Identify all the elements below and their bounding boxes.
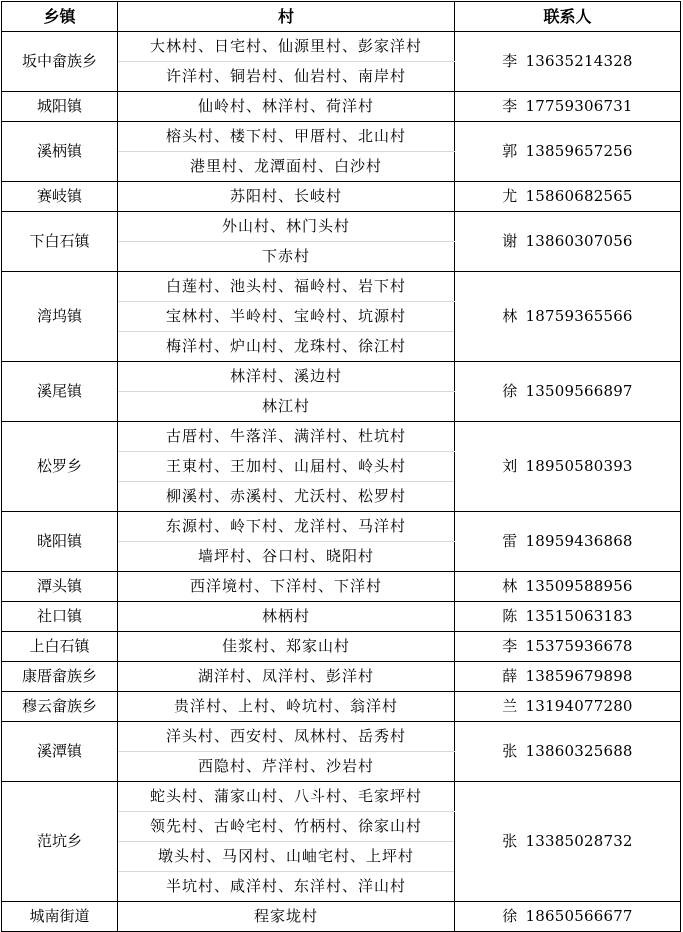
- contact-phone: 13635214328: [525, 52, 633, 70]
- contact-phone: 15375936678: [525, 637, 633, 655]
- town-cell: 上白石镇: [2, 632, 118, 662]
- village-cell: 蛇头村、蒲家山村、八斗村、毛家坪村: [118, 782, 455, 812]
- table-row: [2, 272, 681, 302]
- contact-phone: 18650566677: [525, 907, 633, 925]
- village-cell: 东源村、岭下村、龙洋村、马洋村: [118, 512, 455, 542]
- contact-cell: [455, 512, 681, 572]
- town-cell: 溪尾镇: [2, 362, 118, 422]
- contact-surname: 兰: [502, 697, 518, 715]
- contact-phone: 13509588956: [525, 577, 633, 595]
- contact-surname: 徐: [502, 907, 518, 925]
- village-cell: 林柄村: [118, 602, 455, 632]
- contact-surname: 雷: [502, 532, 518, 550]
- table-row: [2, 782, 681, 812]
- contact-cell: [455, 122, 681, 182]
- village-cell: 墙坪村、谷口村、晓阳村: [118, 542, 455, 572]
- village-cell: 仙岭村、林洋村、荷洋村: [118, 92, 455, 122]
- contact-surname: 徐: [502, 382, 518, 400]
- contact-phone: 13860325688: [525, 742, 633, 760]
- header-row: [2, 2, 681, 32]
- contact-cell: [455, 662, 681, 692]
- table-row: [2, 212, 681, 242]
- contact-phone: 17759306731: [525, 97, 633, 115]
- contact-cell: [455, 722, 681, 782]
- contact-phone: 13860307056: [525, 232, 633, 250]
- contact-surname: 张: [502, 742, 518, 760]
- village-cell: 苏阳村、长岐村: [118, 182, 455, 212]
- village-cell: 梅洋村、炉山村、龙珠村、徐江村: [118, 332, 455, 362]
- town-cell: 城南街道: [2, 902, 118, 932]
- contact-phone: 13385028732: [525, 832, 633, 850]
- contact-cell: [455, 362, 681, 422]
- table-row: [2, 902, 681, 932]
- village-cell: 柳溪村、赤溪村、尤沃村、松罗村: [118, 482, 455, 512]
- contact-phone: 13194077280: [525, 697, 633, 715]
- village-cell: 西洋境村、下洋村、下洋村: [118, 572, 455, 602]
- table-row: [2, 92, 681, 122]
- contact-surname: 陈: [502, 607, 518, 625]
- table-row: [2, 182, 681, 212]
- town-cell: 晓阳镇: [2, 512, 118, 572]
- header-village: 村: [118, 2, 455, 32]
- contact-cell: [455, 602, 681, 632]
- table-row: [2, 422, 681, 452]
- town-cell: 坂中畲族乡: [2, 32, 118, 92]
- contact-surname: 李: [502, 52, 518, 70]
- contact-table-container: [1, 1, 681, 932]
- town-cell: 城阳镇: [2, 92, 118, 122]
- contact-phone: 18950580393: [525, 457, 633, 475]
- village-cell: 大林村、日宅村、仙源里村、彭家洋村: [118, 32, 455, 62]
- contact-phone: 18759365566: [525, 307, 633, 325]
- village-cell: 许洋村、铜岩村、仙岩村、南岸村: [118, 62, 455, 92]
- contact-phone: 18959436868: [525, 532, 633, 550]
- table-row: [2, 692, 681, 722]
- table-body: [2, 32, 681, 932]
- table-row: [2, 602, 681, 632]
- contact-cell: [455, 182, 681, 212]
- contact-surname: 林: [502, 307, 518, 325]
- table-row: [2, 32, 681, 62]
- table-row: [2, 512, 681, 542]
- town-cell: 溪潭镇: [2, 722, 118, 782]
- table-row: [2, 662, 681, 692]
- town-cell: 下白石镇: [2, 212, 118, 272]
- village-cell: 榕头村、楼下村、甲厝村、北山村: [118, 122, 455, 152]
- contact-surname: 林: [502, 577, 518, 595]
- header-contact: 联系人: [455, 2, 681, 32]
- contact-cell: [455, 572, 681, 602]
- village-cell: 佳浆村、郑家山村: [118, 632, 455, 662]
- town-cell: 赛岐镇: [2, 182, 118, 212]
- village-cell: 西隐村、芹洋村、沙岩村: [118, 752, 455, 782]
- table-row: [2, 122, 681, 152]
- village-cell: 林洋村、溪边村: [118, 362, 455, 392]
- town-cell: 康厝畲族乡: [2, 662, 118, 692]
- contact-cell: [455, 782, 681, 902]
- contact-surname: 李: [502, 637, 518, 655]
- town-cell: 松罗乡: [2, 422, 118, 512]
- village-cell: 外山村、林门头村: [118, 212, 455, 242]
- contact-cell: [455, 212, 681, 272]
- township-contact-table: [1, 1, 681, 932]
- village-cell: 程家垅村: [118, 902, 455, 932]
- contact-phone: 15860682565: [525, 187, 633, 205]
- contact-phone: 13859657256: [525, 142, 633, 160]
- village-cell: 港里村、龙潭面村、白沙村: [118, 152, 455, 182]
- contact-phone: 13515063183: [525, 607, 633, 625]
- town-cell: 穆云畲族乡: [2, 692, 118, 722]
- contact-surname: 谢: [502, 232, 518, 250]
- village-cell: 下赤村: [118, 242, 455, 272]
- village-cell: 洋头村、西安村、凤林村、岳秀村: [118, 722, 455, 752]
- village-cell: 半坑村、咸洋村、东洋村、洋山村: [118, 872, 455, 902]
- contact-surname: 尤: [502, 187, 518, 205]
- village-cell: 宝林村、半岭村、宝岭村、坑源村: [118, 302, 455, 332]
- contact-surname: 郭: [502, 142, 518, 160]
- town-cell: 潭头镇: [2, 572, 118, 602]
- town-cell: 社口镇: [2, 602, 118, 632]
- contact-cell: [455, 32, 681, 92]
- contact-surname: 张: [502, 832, 518, 850]
- table-row: [2, 722, 681, 752]
- town-cell: 范坑乡: [2, 782, 118, 902]
- table-row: [2, 632, 681, 662]
- contact-cell: [455, 92, 681, 122]
- contact-surname: 李: [502, 97, 518, 115]
- village-cell: 墩头村、马冈村、山岫宅村、上坪村: [118, 842, 455, 872]
- contact-surname: 刘: [502, 457, 518, 475]
- table-row: [2, 572, 681, 602]
- town-cell: 溪柄镇: [2, 122, 118, 182]
- contact-cell: [455, 632, 681, 662]
- contact-surname: 薛: [502, 667, 518, 685]
- contact-phone: 13859679898: [525, 667, 633, 685]
- village-cell: 贵洋村、上村、岭坑村、翁洋村: [118, 692, 455, 722]
- village-cell: 白莲村、池头村、福岭村、岩下村: [118, 272, 455, 302]
- village-cell: 王東村、王加村、山届村、岭头村: [118, 452, 455, 482]
- contact-cell: [455, 692, 681, 722]
- village-cell: 古厝村、牛落洋、满洋村、杜坑村: [118, 422, 455, 452]
- village-cell: 湖洋村、凤洋村、彭洋村: [118, 662, 455, 692]
- village-cell: 领先村、古岭宅村、竹柄村、徐家山村: [118, 812, 455, 842]
- village-cell: 林江村: [118, 392, 455, 422]
- contact-cell: [455, 272, 681, 362]
- table-row: [2, 362, 681, 392]
- contact-cell: [455, 422, 681, 512]
- contact-phone: 13509566897: [525, 382, 633, 400]
- town-cell: 湾坞镇: [2, 272, 118, 362]
- contact-cell: [455, 902, 681, 932]
- header-town: 乡镇: [2, 2, 118, 32]
